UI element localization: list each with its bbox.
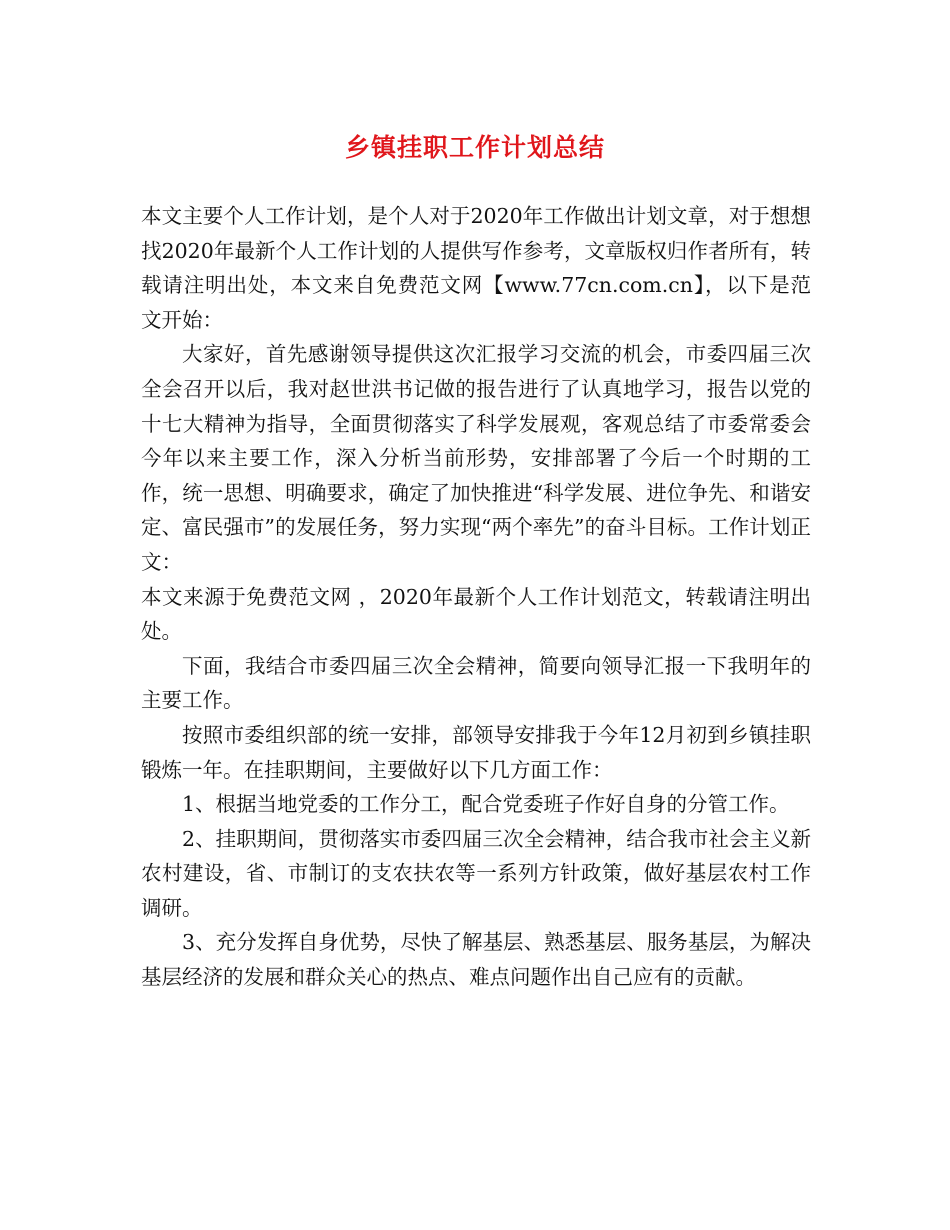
source-note-paragraph: 本文来源于免费范文网 ，2020年最新个人工作计划范文，转载请注明出处。 [141, 584, 811, 644]
arrangement-paragraph: 按照市委组织部的统一安排，部领导安排我于今年12月初到乡镇挂职锻炼一年。在挂职期间，主要做好以下几方面工作： [141, 722, 811, 782]
work-item-2: 2、挂职期间，贯彻落实市委四届三次全会精神，结合我市社会主义新农村建设，省、市制订的支农扶农等一系列方针政策，做好基层农村工作调研。 [141, 826, 811, 920]
document-body [141, 199, 811, 995]
work-item-1: 1、根据当地党委的工作分工，配合党委班子作好自身的分管工作。 [182, 792, 790, 817]
intro-paragraph: 本文主要个人工作计划，是个人对于2020年工作做出计划文章，对于想想找2020年最新个人工作计划的人提供写作参考，文章版权归作者所有，转载请注明出处，本文来自免费范文网【www.77cn.com.cn】，以下是范文开始： [141, 204, 811, 332]
transition-paragraph: 下面，我结合市委四届三次全会精神，简要向领导汇报一下我明年的主要工作。 [141, 653, 811, 713]
work-item-3: 3、充分发挥自身优势，尽快了解基层、熟悉基层、服务基层，为解决基层经济的发展和群众关心的热点、难点问题作出自己应有的贡献。 [141, 930, 811, 990]
opening-paragraph: 大家好，首先感谢领导提供这次汇报学习交流的机会，市委四届三次全会召开以后，我对赵世洪书记做的报告进行了认真地学习，报告以党的十七大精神为指导，全面贯彻落实了科学发展观，客观总结了市委常委会今年以来主要工作，深入分析当前形势，安排部署了今后一个时期的工作，统一思想、明确要求，确定了加快推进“科学发展、进位争先、和谐安定、富民强市”的发展任务，努力实现“两个率先”的奋斗目标。工作计划正文： [141, 342, 811, 574]
document-title: 乡镇挂职工作计划总结 [344, 133, 605, 162]
